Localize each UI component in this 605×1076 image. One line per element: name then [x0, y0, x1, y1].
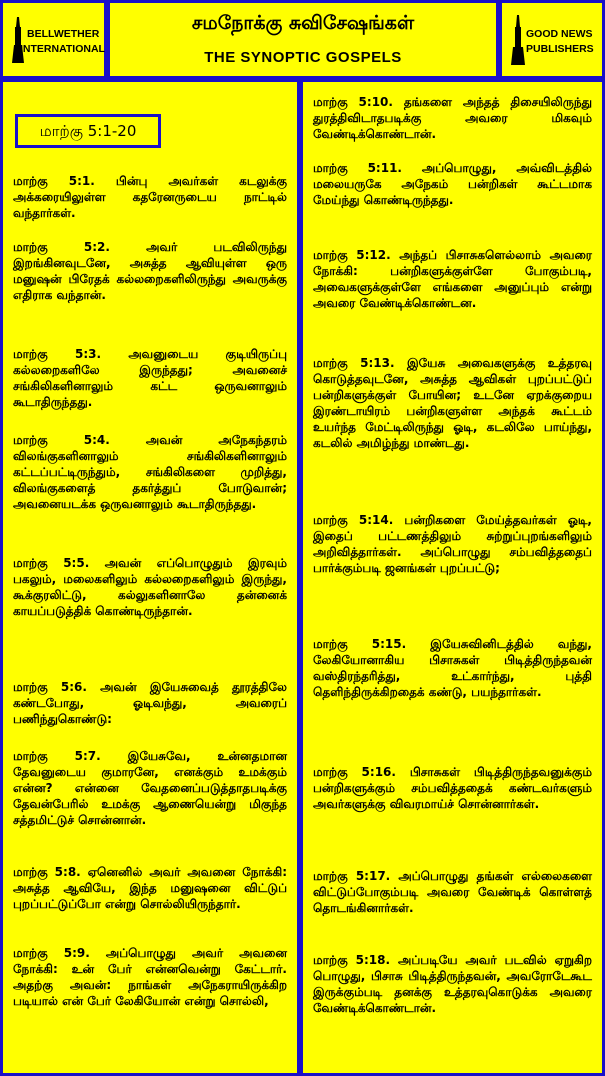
verse-5-7: மாற்கு 5:7. இயேசுவே, உன்னதமான தேவனுடைய குமாரனே, எனக்கும் உமக்கும் என்ன? என்னை வேதனைப்படுத்தாதபடிக்கு தேவன்பேரில் உமக்கு ஆணையென்று மிகுந்த சத்தமிட்டுச் சொன்னான்.: [13, 749, 287, 827]
verse-5-2: மாற்கு 5:2. அவர் படவிலிருந்து இறங்கினவுடனே, அசுத்த ஆவியுள்ள ஒரு மனுஷன் பிரேதக் கல்லறைகளிலிருந்து அவருக்கு எதிராக வந்தான்.: [13, 240, 287, 302]
verse-5-17: மாற்கு 5:17. அப்பொழுது தங்கள் எல்லைகளை விட்டுப்போகும்படி அவரை வேண்டிக் கொள்ளத் தொடங்கினார்கள்.: [313, 869, 592, 915]
good-news-logo: [502, 3, 602, 76]
bellwether-logo: [3, 3, 104, 76]
title-tamil: சமநோக்கு சுவிசேஷங்கள்: [191, 12, 415, 34]
verse-5-1: மாற்கு 5:1. பின்பு அவர்கள் கடலுக்கு அக்கரையிலுள்ள கதரேனருடைய நாட்டில் வந்தார்கள்.: [13, 174, 287, 220]
title-english: THE SYNOPTIC GOSPELS: [204, 49, 402, 66]
header-title: [110, 3, 496, 76]
verse-5-15: மாற்கு 5:15. இயேசுவினிடத்தில் வந்து, லேகியோனாகிய பிசாசுகள் பிடித்திருந்தவன் வஸ்திரந்தரித்து, உட்கார்ந்து, புத்தி தெளிந்திருக்கிறதைக் கண்டு, பயந்தார்கள்.: [313, 637, 592, 699]
right-column: [303, 82, 602, 1073]
tower-icon: [11, 17, 25, 63]
verse-5-18: மாற்கு 5:18. அப்படியே அவர் படவில் ஏறுகிற பொழுது, பிசாசு பிடித்திருந்தவன், அவரோடேகூட இருக்கும்படி தனக்கு உத்தரவுகொடுக்க அவரை வேண்டிக்கொண்டான்.: [313, 953, 592, 1015]
verse-5-12: மாற்கு 5:12. அந்தப் பிசாசுகளெல்லாம் அவரை நோக்கி: பன்றிகளுக்குள்ளே போகும்படி, அவைகளுக்குள்ளே எங்களை அனுப்பும் என்று அவரை வேண்டிக்கொண்டன.: [313, 248, 592, 310]
verse-5-13: மாற்கு 5:13. இயேசு அவைகளுக்கு உத்தரவு கொடுத்தவுடனே, அசுத்த ஆவிகள் புறப்பட்டுப் பன்றிகளுக்குள் போயின; உடனே ஏறக்குறைய இரண்டாயிரம் பன்றிகளுள்ள அந்தக் கூட்டம் உயர்ந்த மேட்டிலிருந்து ஓடி, கடலிலே பாய்ந்து, கடலில் அமிழ்ந்து மாண்டது.: [313, 356, 592, 450]
verse-5-5: மாற்கு 5:5. அவன் எப்பொழுதும் இரவும் பகலும், மலைகளிலும் கல்லறைகளிலும் இருந்து, கூக்குரலிட்டு, கல்லுகளினாலே தன்னைக் காயப்படுத்திக் கொண்டிருந்தான்.: [13, 556, 287, 618]
verse-5-4: மாற்கு 5:4. அவன் அநேகந்தரம் விலங்குகளினாலும் சங்கிலிகளினாலும் கட்டப்பட்டிருந்தும், சங்கிலிகளை முறித்து, விலங்குகளைத் தகர்த்துப் போடுவான்; அவனையடக்க ஒருவனாலும் கூடாதிருந்தது.: [13, 433, 287, 511]
verse-5-6: மாற்கு 5:6. அவன் இயேசுவைத் தூரத்திலே கண்டபோது, ஓடிவந்து, அவரைப் பணிந்துகொண்டு:: [13, 680, 287, 726]
verse-5-3: மாற்கு 5:3. அவனுடைய குடியிருப்பு கல்லறைகளிலே இருந்தது; அவனைச் சங்கிலிகளினாலும் கட்ட ஒருவனாலும் கூடாதிருந்தது.: [13, 347, 287, 409]
tower-icon: [510, 15, 526, 65]
bellwether-logo-line2: INTERNATIONAL: [20, 43, 105, 55]
left-column: [3, 82, 297, 1073]
passage-reference: மாற்கு 5:1-20: [15, 114, 161, 148]
verse-5-11: மாற்கு 5:11. அப்பொழுது, அவ்விடத்தில் மலையருகே அநேகம் பன்றிகள் கூட்டமாக மேய்ந்து கொண்டிருந்தது.: [313, 161, 592, 207]
verse-5-8: மாற்கு 5:8. ஏனெனில் அவர் அவனை நோக்கி: அசுத்த ஆவியே, இந்த மனுஷனை விட்டுப் புறப்பட்டுப்போ என்று சொல்லியிருந்தார்.: [13, 865, 287, 911]
bellwether-logo-line1: BELLWETHER: [27, 28, 100, 40]
verse-5-16: மாற்கு 5:16. பிசாசுகள் பிடித்திருந்தவனுக்கும் பன்றிகளுக்கும் சம்பவித்ததைக் கண்டவர்களும் அவர்களுக்கு விவரமாய்ச் சொன்னார்கள்.: [313, 765, 592, 811]
verse-5-9: மாற்கு 5:9. அப்பொழுது அவர் அவனை நோக்கி: உன் பேர் என்னவென்று கேட்டார். அதற்கு அவன்: நாங்கள் அநேகராயிருக்கிற படியால் என் பேர் லேகியோன் என்று சொல்லி,: [13, 946, 287, 1008]
verse-5-10: மாற்கு 5:10. தங்களை அந்தத் திசையிலிருந்து துரத்திவிடாதபடிக்கு அவரை மிகவும் வேண்டிக்கொண்டான்.: [313, 95, 592, 141]
good-news-logo-line2: PUBLISHERS: [526, 43, 594, 55]
good-news-logo-line1: GOOD NEWS: [526, 28, 593, 40]
verse-5-14: மாற்கு 5:14. பன்றிகளை மேய்த்தவர்கள் ஓடி, இதைப் பட்டணத்திலும் சுற்றுப்புறங்களிலும் அறிவித்தார்கள். அப்பொழுது சம்பவித்ததைப் பார்க்கும்படி ஜனங்கள் புறப்பட்டு;: [313, 513, 592, 575]
